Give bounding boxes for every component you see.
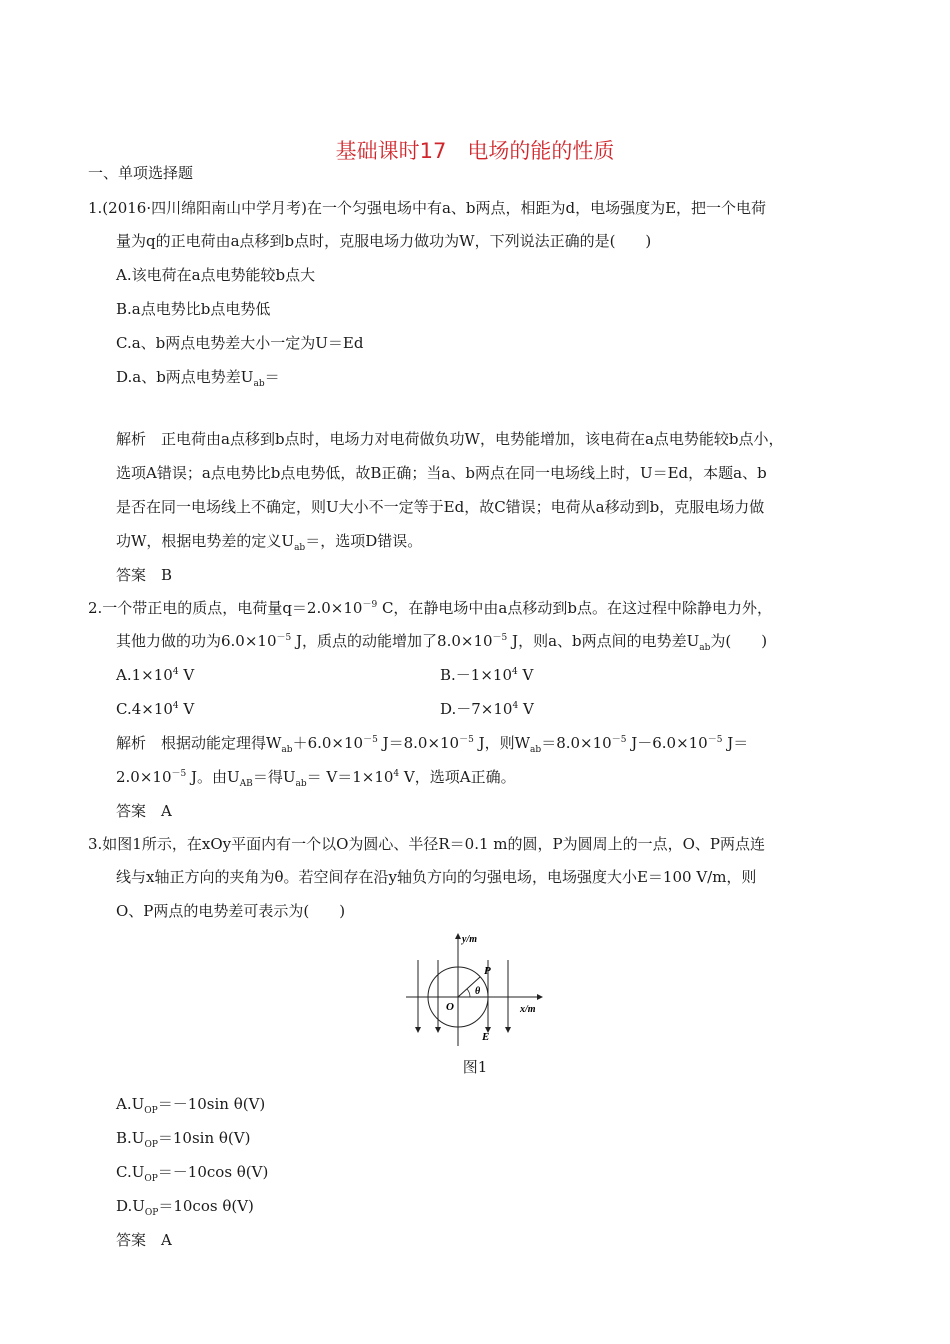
theta-arc [467, 989, 470, 997]
q1-analysis-line1: 解析 正电荷由a点移到b点时，电场力对电荷做负功W，电势能增加，该电荷在a点电势能较b点小， [116, 430, 784, 448]
field-e-label: E [482, 1031, 490, 1043]
q1-option-a: A.该电荷在a点电势能较b点大 [116, 266, 316, 284]
q3-stem-line1: 3.如图1所示，在xOy平面内有一个以O为圆心、半径R＝0.1 m的圆，P为圆周上的一点，O、P两点连 [88, 835, 766, 853]
q1-option-b: B.a点电势比b点电势低 [116, 300, 271, 318]
x-axis-label: x/m [520, 1004, 536, 1015]
q1-option-c: C.a、b两点电势差大小一定为U＝Ed [116, 334, 364, 352]
q1-option-d: D.a、b两点电势差$U_{ab}=$ [116, 368, 280, 389]
q2-analysis-line1: 解析 根据动能定理得$W_{ab}+6.0\times 10^{-5}$ $J=8.0\times 10^{-5}$ J，则$W_{ab}=8.0\times 10^{-5}$ $J-6.0\times 10^{-5}$ J＝ [116, 734, 749, 755]
q3-stem-line2: 线与x轴正方向的夹角为θ。若空间存在沿y轴负方向的匀强电场，电场强度大小E＝100 V/m，则 [116, 868, 757, 886]
q1-analysis-line2: 选项A错误；a点电势比b点电势低，故B正确；当a、b两点在同一电场线上时，U＝Ed，本题a、b [116, 464, 767, 482]
q2-option-d: $D.-7\times 10^4$ V [440, 700, 534, 718]
q2-option-c: $C.4\times 10^4$ V [116, 700, 195, 718]
q1-answer: 答案 B [116, 566, 173, 584]
page-title: 基础课时17 电场的能的性质 [335, 139, 615, 163]
q2-option-b: $B.-1\times 10^4$ V [440, 666, 534, 684]
q2-option-a: $A.1\times 10^4$ V [116, 666, 195, 684]
origin-label: O [446, 1001, 454, 1013]
q1-stem-line2: 量为q的正电荷由a点移到b点时，克服电场力做功为W，下列说法正确的是( ) [116, 232, 652, 250]
q1-analysis-line4: 功W，根据电势差的定义$U_{ab}=$，选项D错误。 [116, 532, 423, 553]
figure-caption: 图1 [462, 1058, 488, 1076]
theta-label: θ [475, 986, 481, 997]
section-heading: 一、单项选择题 [88, 164, 194, 182]
q2-stem-line2: 其他力做的功为$6.0\times 10^{-5}$ J，质点的动能增加了$8.0\times 10^{-5}$ J，则a、b两点间的电势差$U_{ab}$为( ) [116, 632, 768, 653]
field-diagram [400, 928, 550, 1048]
q2-analysis-line2: $2.0\times 10^{-5}$ J。由$U_{AB}=$得$U_{ab}= V=1\times 10^4$ V，选项A正确。 [116, 768, 516, 789]
q2-stem-line1: 2.一个带正电的质点，电荷量$q=2.0\times 10^{-9}$ C，在静电场中由a点移动到b点。在这过程中除静电力外， [88, 599, 772, 617]
q3-option-c: $C.U_{OP}=-10\cos$ θ(V) [116, 1163, 269, 1184]
point-p-label: P [484, 965, 491, 977]
q3-option-b: $B.U_{OP}=10\sin$ θ(V) [116, 1129, 251, 1150]
q3-stem-line3: O、P两点的电势差可表示为( ) [116, 902, 346, 920]
q1-analysis-line3: 是否在同一电场线上不确定，则U大小不一定等于Ed，故C错误；电荷从a移动到b，克服电场力做 [116, 498, 765, 516]
q2-answer: 答案 A [116, 802, 172, 820]
q3-option-a: $A.U_{OP}=-10\sin$ θ(V) [116, 1095, 266, 1116]
q3-answer: 答案 A [116, 1231, 172, 1249]
q3-option-d: $D.U_{OP}=10\cos$ θ(V) [116, 1197, 254, 1218]
y-axis-label: y/m [462, 934, 477, 945]
q1-stem-line1: 1.(2016·四川绵阳南山中学月考)在一个匀强电场中有a、b两点，相距为d，电场强度为E，把一个电荷 [88, 199, 767, 217]
